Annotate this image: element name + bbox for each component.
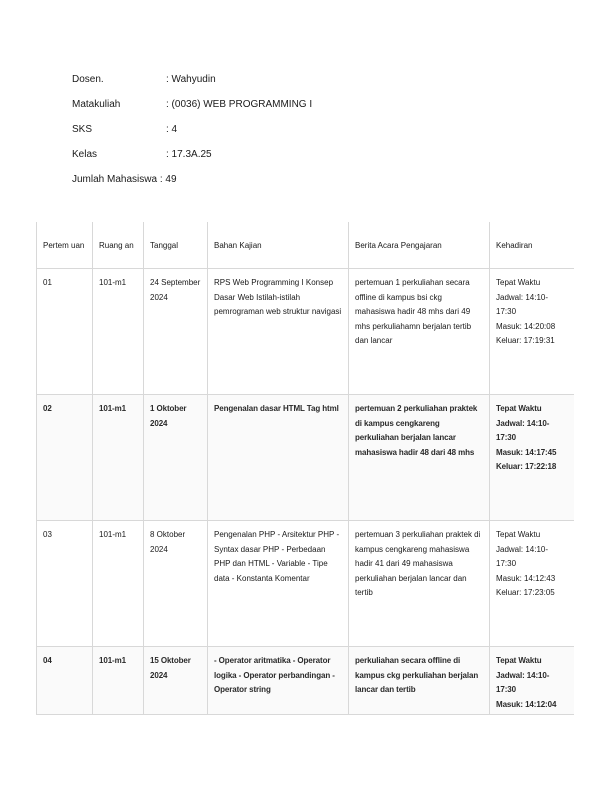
cell-berita-acara: perkuliahan secara offline di kampus ckg perkuliahan berjalan lancar dan tertib xyxy=(349,647,490,716)
cell-kehadiran xyxy=(490,647,575,716)
dosen-value: : Wahyudin xyxy=(166,74,216,85)
cell-tanggal: 24 September 2024 xyxy=(144,269,208,395)
cell-tanggal: 8 Oktober 2024 xyxy=(144,521,208,647)
matakuliah-label: Matakuliah xyxy=(72,99,121,110)
cell-pertemuan: 03 xyxy=(37,521,93,647)
kehadiran-keluar: Keluar: 17:19:31 xyxy=(496,336,555,345)
cell-bahan-kajian: Pengenalan dasar HTML Tag html xyxy=(208,395,349,521)
kehadiran-masuk: Masuk: 14:12:43 xyxy=(496,573,556,583)
kehadiran-jadwal: Jadwal: 14:10-17:30 xyxy=(496,670,550,694)
cell-ruangan: 101-m1 xyxy=(93,647,144,716)
kelas-value: : 17.3A.25 xyxy=(166,149,212,160)
kelas-label: Kelas xyxy=(72,149,98,160)
kehadiran-status: Tepat Waktu xyxy=(496,530,541,539)
cell-bahan-kajian: RPS Web Programming I Konsep Dasar Web Istilah-istilah pemrograman web struktur navigasi xyxy=(208,269,349,395)
header-bahan-kajian: Bahan Kajian xyxy=(208,222,349,269)
header-berita-acara: Berita Acara Pengajaran xyxy=(349,222,490,269)
kehadiran-jadwal: Jadwal: 14:10-17:30 xyxy=(496,292,549,316)
table-header-row xyxy=(37,222,575,269)
attendance-table xyxy=(36,222,574,715)
cell-bahan-kajian: Pengenalan PHP - Arsitektur PHP - Syntax dasar PHP - Perbedaan PHP dan HTML - Variable - Tipe data - Konstanta Komentar xyxy=(208,521,349,647)
kehadiran-status: Tepat Waktu xyxy=(496,278,541,287)
kehadiran-status: Tepat Waktu xyxy=(496,404,542,413)
sks-value: : 4 xyxy=(166,124,178,135)
kehadiran-keluar: Keluar: 17:22:18 xyxy=(496,462,557,471)
header-tanggal: Tanggal xyxy=(144,222,208,269)
header-kehadiran: Kehadiran xyxy=(490,222,575,269)
kehadiran-masuk: Masuk: 14:17:45 xyxy=(496,447,557,457)
dosen-label: Dosen. xyxy=(72,74,104,85)
cell-berita-acara: pertemuan 2 perkuliahan praktek di kampus cengkareng perkuliahan berjalan lancar mahasiswa hadir 48 dari 48 mhs xyxy=(349,395,490,521)
matakuliah-value: : (0036) WEB PROGRAMMING I xyxy=(166,99,313,110)
kehadiran-masuk: Masuk: 14:12:04 xyxy=(496,699,557,709)
jumlah-label xyxy=(72,174,177,186)
header-pertemuan: Pertem uan xyxy=(37,222,93,269)
cell-bahan-kajian: - Operator aritmatika - Operator logika - Operator perbandingan - Operator string xyxy=(208,647,349,716)
cell-berita-acara: pertemuan 3 perkuliahan praktek di kampus cengkareng mahasiswa hadir 41 dari 49 mahasiswa perkuliahan berjalan lancar dan tertib xyxy=(349,521,490,647)
kehadiran-masuk: Masuk: 14:20:08 xyxy=(496,321,556,331)
header-ruangan: Ruang an xyxy=(93,222,144,269)
cell-pertemuan: 01 xyxy=(37,269,93,395)
cell-ruangan: 101-m1 xyxy=(93,521,144,647)
kehadiran-jadwal: Jadwal: 14:10-17:30 xyxy=(496,418,550,442)
attendance-table-container xyxy=(36,222,574,715)
cell-tanggal: 15 Oktober 2024 xyxy=(144,647,208,716)
table-row xyxy=(37,395,575,521)
jumlah-label-text: Jumlah Mahasiswa xyxy=(72,174,158,185)
cell-ruangan: 101-m1 xyxy=(93,269,144,395)
sks-label: SKS xyxy=(72,124,93,135)
jumlah-value: : 49 xyxy=(159,174,177,185)
kehadiran-keluar: Keluar: 17:23:05 xyxy=(496,588,555,597)
cell-kehadiran xyxy=(490,395,575,521)
table-row xyxy=(37,647,575,716)
cell-ruangan: 101-m1 xyxy=(93,395,144,521)
cell-pertemuan: 02 xyxy=(37,395,93,521)
cell-pertemuan: 04 xyxy=(37,647,93,716)
table-row xyxy=(37,521,575,647)
cell-kehadiran xyxy=(490,269,575,395)
kehadiran-status: Tepat Waktu xyxy=(496,656,542,665)
cell-tanggal: 1 Oktober 2024 xyxy=(144,395,208,521)
kehadiran-jadwal: Jadwal: 14:10-17:30 xyxy=(496,544,549,568)
cell-kehadiran xyxy=(490,521,575,647)
cell-berita-acara: pertemuan 1 perkuliahan secara offline di kampus bsi ckg mahasiswa hadir 48 mhs dari 49 mhs perkuliahamn berjalan tertib dan lancar xyxy=(349,269,490,395)
table-row xyxy=(37,269,575,395)
